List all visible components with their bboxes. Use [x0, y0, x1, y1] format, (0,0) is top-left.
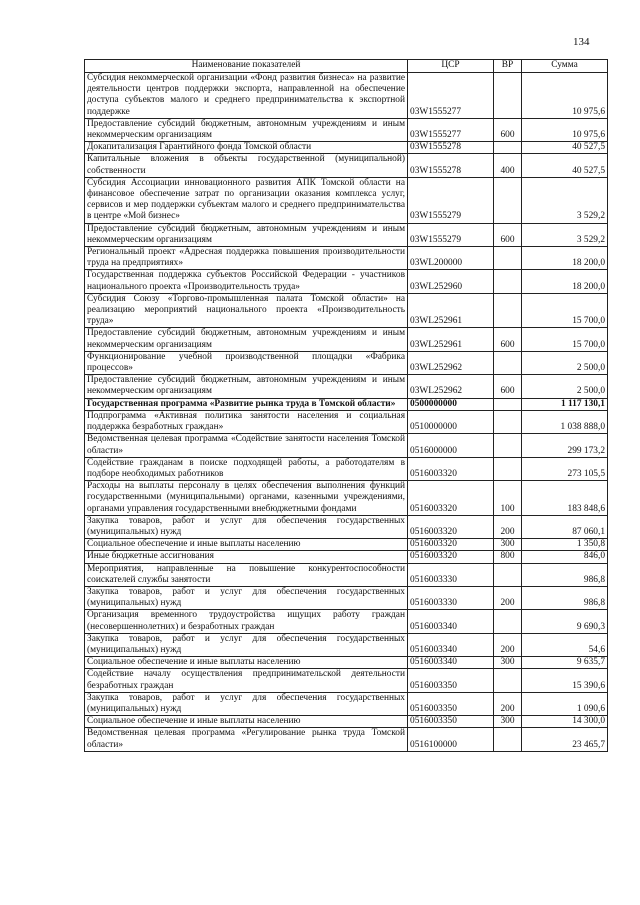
- cell-sum: 2 500,0: [522, 375, 608, 398]
- table-row: [85, 73, 608, 119]
- table-row: [85, 551, 608, 563]
- cell-vr: 400: [494, 154, 522, 177]
- cell-name: Закупка товаров, работ и услуг для обеспечения государственных (муниципальных) нужд: [85, 633, 408, 656]
- cell-csr: 0516003350: [408, 716, 494, 728]
- cell-vr: 200: [494, 586, 522, 609]
- cell-sum: 9 635,7: [522, 657, 608, 669]
- table-row: [85, 118, 608, 141]
- table-row: [85, 633, 608, 656]
- header-sum: Сумма: [522, 60, 608, 73]
- cell-sum: 273 105,5: [522, 457, 608, 480]
- cell-csr: 03W1555279: [408, 177, 494, 223]
- cell-csr: 0510000000: [408, 410, 494, 433]
- cell-vr: 300: [494, 657, 522, 669]
- table-row: [85, 515, 608, 538]
- budget-table: [84, 59, 608, 752]
- table-row: [85, 410, 608, 433]
- cell-vr: 800: [494, 551, 522, 563]
- cell-vr: [494, 610, 522, 633]
- cell-sum: 10 975,6: [522, 73, 608, 119]
- cell-csr: 0516100000: [408, 728, 494, 751]
- cell-sum: 1 350,8: [522, 539, 608, 551]
- cell-name: Предоставление субсидий бюджетным, автономным учреждениям и иным некоммерческим организациям: [85, 118, 408, 141]
- cell-sum: 15 390,6: [522, 669, 608, 692]
- cell-vr: [494, 351, 522, 374]
- cell-vr: [494, 669, 522, 692]
- cell-vr: [494, 73, 522, 119]
- cell-sum: 40 527,5: [522, 154, 608, 177]
- cell-csr: 0516003340: [408, 633, 494, 656]
- cell-csr: 0516003350: [408, 692, 494, 715]
- table-row: [85, 247, 608, 270]
- cell-sum: 15 700,0: [522, 293, 608, 328]
- table-row: [85, 481, 608, 516]
- cell-vr: 600: [494, 375, 522, 398]
- cell-vr: 100: [494, 481, 522, 516]
- table-row: [85, 154, 608, 177]
- cell-sum: 846,0: [522, 551, 608, 563]
- cell-name: Субсидия Ассоциации инновационного развития АПК Томской области на финансовое обеспечение затрат по организации оказания комплекса услуг, сервисов и мер поддержки субъектам малого и среднего предпринимательства в центре «Мой бизнес»: [85, 177, 408, 223]
- table-row: [85, 728, 608, 751]
- cell-name: Ведомственная целевая программа «Содействие занятости населения Томской области»: [85, 434, 408, 457]
- cell-sum: 10 975,6: [522, 118, 608, 141]
- cell-csr: 0516003330: [408, 586, 494, 609]
- cell-sum: 18 200,0: [522, 270, 608, 293]
- cell-vr: [494, 410, 522, 433]
- cell-name: Социальное обеспечение и иные выплаты населению: [85, 539, 408, 551]
- table-row: [85, 293, 608, 328]
- cell-csr: 03WL252962: [408, 351, 494, 374]
- table-row: [85, 375, 608, 398]
- cell-name: Закупка товаров, работ и услуг для обеспечения государственных (муниципальных) нужд: [85, 515, 408, 538]
- cell-name: Ведомственная целевая программа «Регулирование рынка труда Томской области»: [85, 728, 408, 751]
- cell-vr: [494, 293, 522, 328]
- cell-name: Мероприятия, направленные на повышение конкурентоспособности соискателей службы занятости: [85, 563, 408, 586]
- cell-csr: 03W1555277: [408, 118, 494, 141]
- table-row: [85, 692, 608, 715]
- table-row: [85, 223, 608, 246]
- cell-sum: 54,6: [522, 633, 608, 656]
- cell-name: Содействие гражданам в поиске подходящей работы, а работодателям в подборе необходимых работников: [85, 457, 408, 480]
- cell-csr: 03W1555277: [408, 73, 494, 119]
- cell-vr: 300: [494, 539, 522, 551]
- table-row: [85, 457, 608, 480]
- cell-csr: 03W1555278: [408, 142, 494, 154]
- cell-name: Субсидия Союзу «Торгово-промышленная палата Томской области» на реализацию мероприятий национального проекта «Производительность труда»: [85, 293, 408, 328]
- cell-csr: 03W1555278: [408, 154, 494, 177]
- cell-name: Предоставление субсидий бюджетным, автономным учреждениям и иным некоммерческим организациям: [85, 328, 408, 351]
- cell-vr: 600: [494, 328, 522, 351]
- cell-csr: 03WL252960: [408, 270, 494, 293]
- cell-sum: 986,8: [522, 586, 608, 609]
- cell-csr: 0516003320: [408, 481, 494, 516]
- cell-vr: [494, 142, 522, 154]
- cell-csr: 03WL252961: [408, 293, 494, 328]
- cell-csr: 0500000000: [408, 398, 494, 410]
- cell-csr: 0516003320: [408, 551, 494, 563]
- cell-name: Региональный проект «Адресная поддержка повышения производительности труда на предприятиях»: [85, 247, 408, 270]
- cell-vr: 200: [494, 633, 522, 656]
- cell-csr: 0516003350: [408, 669, 494, 692]
- cell-csr: 03W1555279: [408, 223, 494, 246]
- cell-sum: 14 300,0: [522, 716, 608, 728]
- cell-sum: 87 060,1: [522, 515, 608, 538]
- cell-name: Социальное обеспечение и иные выплаты населению: [85, 657, 408, 669]
- cell-vr: 300: [494, 716, 522, 728]
- cell-sum: 299 173,2: [522, 434, 608, 457]
- cell-csr: 0516003320: [408, 515, 494, 538]
- table-row: [85, 716, 608, 728]
- table-row: [85, 142, 608, 154]
- cell-csr: 03WL252962: [408, 375, 494, 398]
- cell-name: Организация временного трудоустройства ищущих работу граждан (несовершеннолетних) и безработных граждан: [85, 610, 408, 633]
- cell-vr: 200: [494, 515, 522, 538]
- cell-sum: 3 529,2: [522, 177, 608, 223]
- cell-name: Закупка товаров, работ и услуг для обеспечения государственных (муниципальных) нужд: [85, 586, 408, 609]
- cell-sum: 15 700,0: [522, 328, 608, 351]
- table-row: [85, 434, 608, 457]
- cell-name: Содействие началу осуществления предпринимательской деятельности безработных граждан: [85, 669, 408, 692]
- cell-name: Функционирование учебной производственной площадки «Фабрика процессов»: [85, 351, 408, 374]
- cell-sum: 23 465,7: [522, 728, 608, 751]
- cell-sum: 9 690,3: [522, 610, 608, 633]
- cell-vr: 600: [494, 223, 522, 246]
- cell-sum: 1 117 130,1: [522, 398, 608, 410]
- table-body: [85, 73, 608, 752]
- cell-name: Предоставление субсидий бюджетным, автономным учреждениям и иным некоммерческим организациям: [85, 375, 408, 398]
- table-row: [85, 657, 608, 669]
- cell-name: Закупка товаров, работ и услуг для обеспечения государственных (муниципальных) нужд: [85, 692, 408, 715]
- cell-name: Докапитализация Гарантийного фонда Томской области: [85, 142, 408, 154]
- cell-vr: [494, 270, 522, 293]
- cell-name: Расходы на выплаты персоналу в целях обеспечения выполнения функций государственными (муниципальными) органами, казенными учреждениями, органами управления государственными внебюджетными фондами: [85, 481, 408, 516]
- cell-csr: 0516003320: [408, 457, 494, 480]
- cell-vr: 200: [494, 692, 522, 715]
- cell-csr: 0516003340: [408, 657, 494, 669]
- cell-csr: 0516003340: [408, 610, 494, 633]
- cell-name: Подпрограмма «Активная политика занятости населения и социальная поддержка безработных граждан»: [85, 410, 408, 433]
- cell-name: Предоставление субсидий бюджетным, автономным учреждениям и иным некоммерческим организациям: [85, 223, 408, 246]
- cell-name: Капитальные вложения в объекты государственной (муниципальной) собственности: [85, 154, 408, 177]
- cell-sum: 1 090,6: [522, 692, 608, 715]
- cell-name: Социальное обеспечение и иные выплаты населению: [85, 716, 408, 728]
- cell-vr: 600: [494, 118, 522, 141]
- table-row: [85, 539, 608, 551]
- table-row: [85, 177, 608, 223]
- cell-csr: 0516003330: [408, 563, 494, 586]
- header-name: Наименование показателей: [85, 60, 408, 73]
- table-row: [85, 586, 608, 609]
- cell-sum: 183 848,6: [522, 481, 608, 516]
- cell-sum: 40 527,5: [522, 142, 608, 154]
- cell-sum: 2 500,0: [522, 351, 608, 374]
- cell-csr: 0516000000: [408, 434, 494, 457]
- cell-name: Государственная программа «Развитие рынка труда в Томской области»: [85, 398, 408, 410]
- table-row: [85, 351, 608, 374]
- cell-name: Субсидия некоммерческой организации «Фонд развития бизнеса» на развитие деятельности центров поддержки экспорта, направленной на обеспечение доступа субъектов малого и среднего предпринимательства к экспортной поддержке: [85, 73, 408, 119]
- cell-vr: [494, 398, 522, 410]
- cell-sum: 3 529,2: [522, 223, 608, 246]
- page-number: 134: [573, 36, 590, 48]
- cell-name: Государственная поддержка субъектов Российской Федерации - участников национального проекта «Производительность труда»: [85, 270, 408, 293]
- header-csr: ЦСР: [408, 60, 494, 73]
- cell-csr: 0516003320: [408, 539, 494, 551]
- cell-name: Иные бюджетные ассигнования: [85, 551, 408, 563]
- cell-vr: [494, 434, 522, 457]
- cell-vr: [494, 247, 522, 270]
- cell-csr: 03WL252961: [408, 328, 494, 351]
- table-header-row: [85, 60, 608, 73]
- table-row: [85, 610, 608, 633]
- table-row: [85, 563, 608, 586]
- table-row: [85, 398, 608, 410]
- header-vr: ВР: [494, 60, 522, 73]
- table-row: [85, 669, 608, 692]
- cell-csr: 03WL200000: [408, 247, 494, 270]
- cell-sum: 18 200,0: [522, 247, 608, 270]
- table-row: [85, 270, 608, 293]
- cell-vr: [494, 177, 522, 223]
- cell-vr: [494, 563, 522, 586]
- table-row: [85, 328, 608, 351]
- cell-vr: [494, 728, 522, 751]
- cell-sum: 1 038 888,0: [522, 410, 608, 433]
- cell-sum: 986,8: [522, 563, 608, 586]
- cell-vr: [494, 457, 522, 480]
